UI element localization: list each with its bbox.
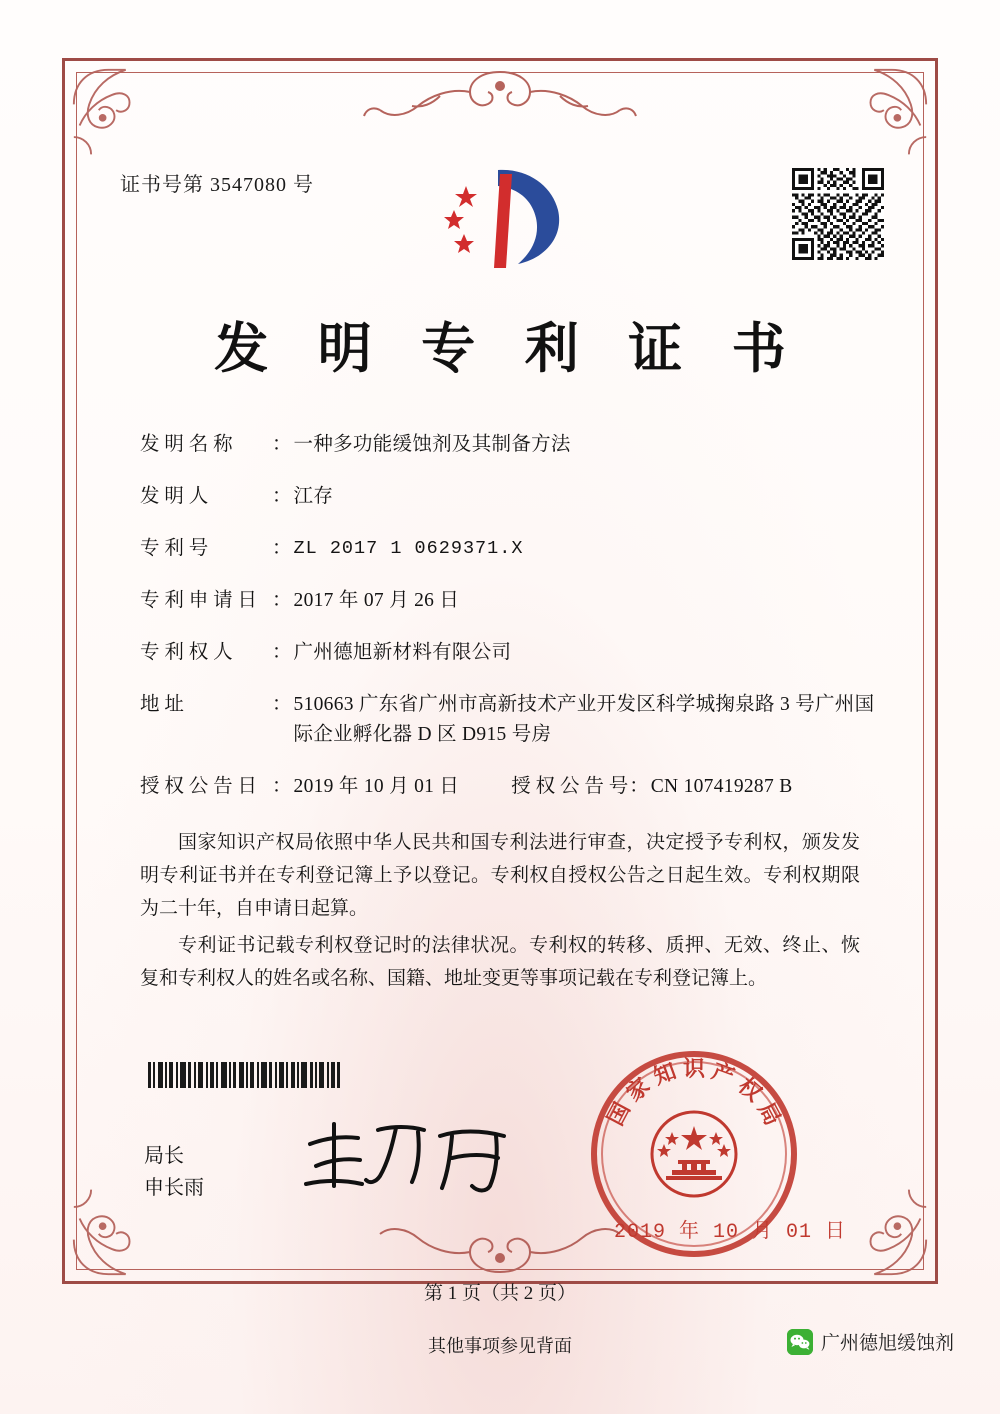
field-label: 授 权 公 告 日 [140,776,258,797]
field-label: 专 利 申 请 日 [140,590,258,611]
svg-text:局: 局 [753,1098,786,1130]
corner-ornament-icon [834,66,930,162]
field-colon: ： [272,434,292,455]
svg-text:产: 产 [708,1058,738,1090]
field-label: 发 明 人 [140,486,209,507]
field-value: 一种多功能缓蚀剂及其制备方法 [293,434,571,455]
field-colon: ： [272,642,292,663]
qr-code-icon [792,168,884,260]
seal-date: 2019 年 10 月 01 日 [614,1221,847,1244]
field-value: 2017 年 07 月 26 日 [293,590,460,611]
page-number: 第 1 页（共 2 页） [423,1283,576,1304]
svg-text:权: 权 [733,1072,767,1107]
field-colon: ： [272,486,292,507]
field-label: 发 明 名 称 [140,434,233,455]
grant-number-group [511,772,792,802]
legal-paragraphs [140,826,860,999]
svg-text:知: 知 [650,1058,680,1090]
paragraph: 国家知识产权局依照中华人民共和国专利法进行审查，决定授予专利权，颁发发明专利证书并在专利登记簿上予以登记。专利权自授权公告之日起生效。专利权期限为二十年，自申请日起算。 [140,832,860,919]
corner-ornament-icon [70,66,166,162]
field-list [140,430,880,824]
handwritten-signature-icon [300,1110,520,1200]
field-application-date [140,586,880,616]
cnipa-logo-icon [420,160,580,280]
field-value: CN 107419287 B [650,776,793,797]
field-colon: ： [272,776,292,797]
wechat-watermark [787,1328,954,1355]
corner-ornament-icon [834,1182,930,1278]
field-label: 地 址 [140,694,184,715]
field-label: 专 利 号 [140,538,209,559]
field-grant-announcement [140,772,880,802]
barcode [148,1062,396,1088]
field-invention-name [140,430,880,460]
field-inventor [140,482,880,512]
field-value: 2019 年 10 月 01 日 [293,776,460,797]
wechat-account-name: 广州德旭缓蚀剂 [820,1333,954,1354]
director-name-label: 申长雨 [144,1177,204,1199]
field-label: 专 利 权 人 [140,642,233,663]
page-title: 发 明 专 利 证 书 [214,319,804,379]
wechat-icon [787,1329,813,1355]
svg-text:家: 家 [621,1072,655,1107]
field-value: 江存 [293,486,334,507]
svg-text:识: 识 [682,1056,706,1081]
field-value: ZL 2017 1 0629371.X [293,538,524,559]
certificate-number: 证书号第 3547080 号 [120,174,314,196]
field-patentee [140,638,880,668]
field-value: 510663 广东省广州市高新技术产业开发区科学城掬泉路 3 号广州国际企业孵化器 D 区 D915 号房 [293,694,875,745]
top-flourish-icon [330,66,670,128]
field-value: 广州德旭新材料有限公司 [293,642,512,663]
field-colon: ： [272,590,292,611]
svg-text:国: 国 [602,1098,635,1130]
signature-labels [144,1140,204,1204]
field-colon: ： [272,694,292,715]
paragraph: 专利证书记载专利权登记时的法律状况。专利权的转移、质押、无效、终止、恢复和专利权人的姓名或名称、国籍、地址变更等事项记载在专利登记簿上。 [140,935,860,989]
back-side-note: 其他事项参见背面 [428,1336,572,1356]
field-label: 授 权 公 告 号 [511,776,629,797]
field-address [140,690,880,750]
field-colon: ： [272,538,292,559]
field-colon: ： [629,776,649,797]
field-patent-number [140,534,880,564]
director-role-label: 局长 [144,1145,184,1167]
